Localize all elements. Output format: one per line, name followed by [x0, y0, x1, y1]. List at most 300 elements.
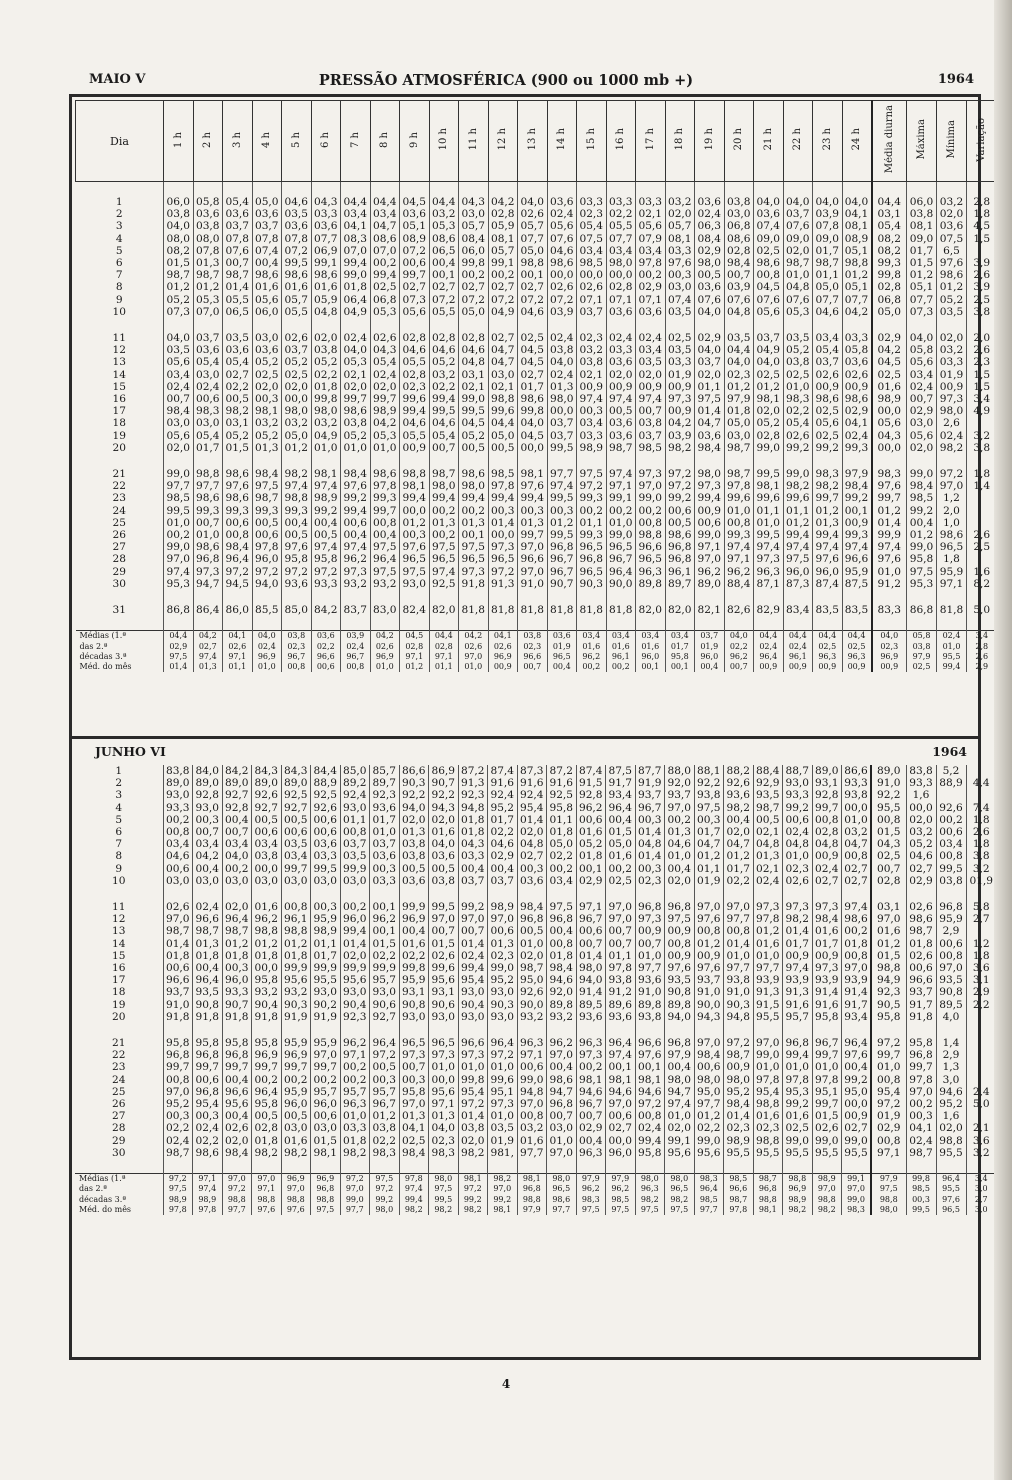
value-cell: 93,9 [842, 974, 872, 986]
value-cell: 03,4 [252, 838, 282, 850]
value-cell: 96,7 [547, 553, 577, 565]
mean-value-cell: 98,1 [488, 1205, 518, 1215]
value-cell: 89,8 [547, 999, 577, 1011]
column-header-label: 22 h [792, 128, 804, 151]
mean-value-cell: 98,5 [724, 1174, 754, 1185]
value-cell: 02,6 [222, 1122, 252, 1134]
value-cell: 1,8 [966, 814, 996, 826]
value-cell: 08,1 [665, 233, 695, 245]
value-cell: 97,2 [223, 566, 253, 578]
spacer-cell [907, 616, 937, 631]
value-cell [966, 925, 996, 937]
value-cell: 90,8 [399, 999, 429, 1011]
mean-value-cell: 97,5 [429, 1184, 459, 1194]
mean-value-cell: 96,4 [754, 652, 784, 662]
value-cell: 01,0 [724, 950, 754, 962]
value-cell: 08,2 [164, 245, 194, 257]
day-cell: 12 [112, 344, 126, 357]
value-cell: 03,2 [282, 417, 312, 429]
spacer-cell [695, 590, 725, 604]
mean-value-cell: 03,4 [577, 631, 607, 642]
value-cell: 08,2 [872, 245, 907, 257]
value-cell: 97,4 [783, 541, 813, 553]
value-cell: 01,3 [193, 257, 223, 269]
value-cell: 05,2 [783, 344, 813, 356]
value-cell: 05,6 [907, 430, 937, 442]
value-cell: 99,7 [193, 1061, 223, 1073]
mean-value-cell: 97,5 [606, 1205, 636, 1215]
value-cell: 02,7 [812, 875, 842, 887]
value-cell: 97,3 [341, 566, 371, 578]
value-cell: 95,5 [936, 1147, 966, 1159]
value-cell: 97,4 [577, 393, 607, 405]
value-cell: 04,3 [872, 430, 907, 442]
value-cell: 03,8 [252, 850, 282, 862]
spacer-cell [754, 182, 784, 197]
value-cell: 03,4 [547, 875, 577, 887]
spacer-cell [222, 887, 252, 901]
mean-value-cell: 02,4 [252, 642, 282, 652]
value-cell: 95,5 [871, 802, 906, 814]
value-cell: 99,6 [783, 492, 813, 504]
value-cell: 07,2 [400, 245, 430, 257]
spacer-cell [458, 1023, 488, 1037]
value-cell [967, 553, 997, 565]
value-cell: 97,0 [906, 1086, 936, 1098]
value-cell: 01,4 [223, 281, 253, 293]
column-header-label: 6 h [320, 131, 332, 148]
value-cell: 00,1 [518, 269, 548, 281]
mean-value-cell: 00,4 [547, 662, 577, 672]
value-cell: 05,6 [813, 417, 843, 429]
table-row [75, 1074, 996, 1086]
value-cell: 95,6 [429, 974, 459, 986]
value-cell: 90,2 [311, 999, 341, 1011]
spacer-cell [871, 1159, 906, 1174]
value-cell: 93,5 [193, 986, 223, 998]
value-cell: 00,7 [547, 1110, 577, 1122]
value-cell: 95,6 [340, 974, 370, 986]
value-cell: 02,4 [193, 901, 223, 913]
spacer-cell [694, 1023, 724, 1037]
value-cell: 02,4 [370, 369, 400, 381]
value-cell: 89,8 [635, 999, 665, 1011]
mean-value-cell: 96,9 [370, 652, 400, 662]
value-cell: 00,0 [906, 802, 936, 814]
mean-value-cell: 97,0 [459, 652, 489, 662]
value-cell: 95,8 [252, 974, 282, 986]
value-cell: 01,4 [458, 1110, 488, 1122]
value-cell: 00,1 [635, 1061, 665, 1073]
value-cell: 97,7 [164, 480, 194, 492]
value-cell: 97,1 [340, 1049, 370, 1061]
value-cell: 05,9 [311, 294, 341, 306]
mean-value-cell: 98,8 [311, 1195, 341, 1205]
value-cell: 95,5 [753, 1147, 783, 1159]
value-cell: 00,8 [754, 269, 784, 281]
mean-value-cell: 02,5 [842, 642, 872, 652]
value-cell: 96,4 [222, 913, 252, 925]
value-cell: 00,0 [872, 405, 907, 417]
mean-value-cell: 96,9 [872, 652, 907, 662]
spacer-cell [252, 182, 282, 197]
value-cell: 00,3 [252, 393, 282, 405]
value-cell: 86,0 [223, 604, 253, 616]
value-cell: 98,7 [724, 1049, 754, 1061]
value-cell: 95,8 [907, 553, 937, 565]
value-cell: 94,3 [429, 802, 459, 814]
mean-value-cell: 96,9 [281, 1174, 311, 1185]
spacer-cell [75, 1023, 163, 1037]
value-cell: 99,0 [517, 1074, 547, 1086]
mean-value-cell: 96,0 [636, 652, 666, 662]
value-cell: 91,5 [753, 999, 783, 1011]
value-cell: 02,6 [783, 430, 813, 442]
value-cell: 99,7 [311, 1061, 341, 1073]
value-cell: 98,6 [518, 393, 548, 405]
value-cell: 88,2 [724, 765, 754, 777]
value-cell: 03,6 [606, 356, 636, 368]
value-cell: 04,2 [665, 417, 695, 429]
value-cell: 95,8 [163, 1037, 193, 1049]
value-cell: 93,5 [665, 974, 695, 986]
value-cell [967, 417, 997, 429]
value-cell: 97,8 [753, 913, 783, 925]
value-cell: 98,3 [783, 393, 813, 405]
value-cell: 01,4 [695, 405, 725, 417]
value-cell: 05,0 [724, 417, 754, 429]
value-cell: 05,6 [400, 306, 430, 318]
value-cell: 05,4 [370, 356, 400, 368]
mean-value-cell: 97,0 [222, 1174, 252, 1185]
mean-value-cell: 97,0 [488, 1184, 518, 1194]
spacer-cell [76, 318, 164, 332]
table-row [76, 356, 997, 368]
value-cell: 81,8 [547, 604, 577, 616]
value-cell: 04,6 [400, 344, 430, 356]
value-cell: 99,0 [753, 1049, 783, 1061]
value-cell: 96,7 [635, 802, 665, 814]
means-label: das 2.ª [79, 1184, 107, 1194]
value-cell: 02,5 [813, 405, 843, 417]
value-cell: 00,6 [311, 814, 341, 826]
value-cell: 01,4 [458, 938, 488, 950]
value-cell: 00,3 [370, 863, 400, 875]
value-cell: 02,7 [842, 1122, 872, 1134]
value-cell: 07,4 [754, 220, 784, 232]
value-cell: 97,5 [459, 541, 489, 553]
value-cell: 07,1 [636, 294, 666, 306]
value-cell: 01,2 [907, 529, 937, 541]
value-cell: 97,5 [400, 566, 430, 578]
day-cell: 6 [115, 826, 123, 839]
table-row [75, 1086, 996, 1098]
spacer-cell [340, 1159, 370, 1174]
value-cell: 93,3 [906, 777, 936, 789]
spacer-cell [812, 1159, 842, 1174]
spacer-cell [842, 590, 872, 604]
value-cell: 87,1 [754, 578, 784, 590]
value-cell: 98,9 [311, 925, 341, 937]
value-cell: 00,8 [936, 950, 966, 962]
value-cell: 08,3 [341, 233, 371, 245]
value-cell: 00,6 [488, 925, 518, 937]
value-cell: 01,0 [665, 1110, 695, 1122]
value-cell: 01,4 [783, 925, 813, 937]
value-cell: 02,2 [311, 369, 341, 381]
value-cell: 03,8 [724, 196, 754, 208]
mean-value-cell: 97,9 [871, 1174, 906, 1185]
mean-value-cell: 96,7 [341, 652, 371, 662]
spacer-cell [783, 1023, 813, 1037]
mean-value-cell: 98,5 [606, 1195, 636, 1205]
value-cell: 1,5 [967, 369, 997, 381]
value-cell: 97,0 [606, 901, 636, 913]
value-cell: 00,6 [576, 814, 606, 826]
column-header-label: 14 h [556, 128, 568, 151]
value-cell: 02,0 [783, 245, 813, 257]
value-cell: 00,2 [311, 1074, 341, 1086]
value-cell: 97,0 [695, 553, 725, 565]
value-cell: 93,7 [906, 986, 936, 998]
value-cell: 91,9 [635, 777, 665, 789]
value-cell: 3,4 [967, 393, 997, 405]
value-cell: 00,6 [694, 1061, 724, 1073]
value-cell: 00,5 [459, 442, 489, 454]
value-cell: 96,5 [459, 553, 489, 565]
value-cell: 03,4 [577, 245, 607, 257]
value-cell: 02,0 [222, 901, 252, 913]
value-cell: 99,2 [783, 442, 813, 454]
value-cell: 02,8 [724, 245, 754, 257]
value-cell: 92,7 [370, 1011, 400, 1023]
spacer-cell [400, 318, 430, 332]
mean-value-cell: 01,3 [193, 662, 223, 672]
value-cell: 02,4 [606, 332, 636, 344]
value-cell: 97,6 [282, 541, 312, 553]
value-cell: 93,8 [842, 789, 872, 801]
value-cell: 01,8 [458, 814, 488, 826]
value-cell: 96,0 [222, 974, 252, 986]
value-cell: 97,6 [635, 1049, 665, 1061]
value-cell: 02,9 [872, 332, 907, 344]
value-cell: 97,0 [164, 553, 194, 565]
spacer-cell [518, 590, 548, 604]
mean-value-cell: 04,0 [252, 631, 282, 642]
value-cell: 95,7 [340, 1086, 370, 1098]
spacer-cell [936, 887, 966, 901]
value-cell: 00,7 [399, 1061, 429, 1073]
value-cell: 01,9 [871, 1110, 906, 1122]
mean-value-cell: 96,3 [635, 1184, 665, 1194]
spacer-cell [222, 1023, 252, 1037]
value-cell: 04,2 [193, 850, 223, 862]
value-cell: 03,6 [937, 220, 967, 232]
mean-value-cell: 96,2 [724, 652, 754, 662]
value-cell: 98,0 [694, 1074, 724, 1086]
value-cell: 02,5 [370, 281, 400, 293]
column-header-label: 11 h [467, 128, 479, 151]
value-cell: 98,2 [223, 405, 253, 417]
value-cell: 96,5 [577, 566, 607, 578]
mean-value-cell: 2,6 [967, 652, 997, 662]
mean-value-cell: 97,5 [164, 652, 194, 662]
value-cell: 00,4 [665, 863, 695, 875]
value-cell: 90,4 [340, 999, 370, 1011]
value-cell: 04,6 [518, 306, 548, 318]
day-cell: 25 [112, 516, 126, 529]
spacer-cell [488, 616, 518, 631]
value-cell: 01,8 [222, 950, 252, 962]
value-cell: 01,2 [907, 269, 937, 281]
day-cell: 1 [115, 765, 123, 777]
mean-value-cell: 99,2 [370, 1195, 400, 1205]
value-cell: 3,2 [966, 863, 996, 875]
value-cell: 08,6 [370, 233, 400, 245]
value-cell: 03,8 [936, 875, 966, 887]
value-cell: 87,5 [606, 765, 636, 777]
value-cell: 95,8 [193, 1037, 223, 1049]
mean-value-cell: 02,6 [223, 642, 253, 652]
value-cell: 02,4 [164, 381, 194, 393]
value-cell: 00,7 [576, 1110, 606, 1122]
value-cell: 04,2 [842, 306, 872, 318]
value-cell: 01,3 [753, 850, 783, 862]
value-cell: 02,8 [400, 369, 430, 381]
column-header [695, 101, 725, 182]
value-cell: 02,4 [458, 950, 488, 962]
value-cell: 02,0 [724, 826, 754, 838]
value-cell: 02,0 [429, 814, 459, 826]
value-cell: 90,6 [370, 999, 400, 1011]
value-cell: 07,8 [813, 220, 843, 232]
value-cell: 04,6 [488, 838, 518, 850]
value-cell: 2,6 [967, 269, 997, 281]
value-cell: 90,3 [488, 999, 518, 1011]
value-cell: 99,7 [871, 1049, 906, 1061]
value-cell: 02,4 [163, 1135, 193, 1147]
value-cell: 89,2 [340, 777, 370, 789]
value-cell: 03,4 [606, 245, 636, 257]
day-cell: 18 [112, 986, 126, 999]
value-cell: 00,9 [577, 381, 607, 393]
value-cell: 98,2 [281, 1147, 311, 1159]
value-cell: 01,3 [665, 826, 695, 838]
value-cell: 95,5 [783, 1147, 813, 1159]
value-cell: 83,8 [163, 765, 193, 777]
value-cell: 98,4 [517, 901, 547, 913]
value-cell: 96,7 [576, 913, 606, 925]
value-cell: 99,4 [429, 393, 459, 405]
value-cell [967, 492, 997, 504]
value-cell: 00,2 [842, 925, 872, 937]
value-cell: 00,8 [842, 850, 872, 862]
value-cell: 05,6 [164, 356, 194, 368]
value-cell: 95,4 [193, 1098, 223, 1110]
mean-value-cell: 05,8 [907, 631, 937, 642]
mean-value-cell: 98,0 [429, 1174, 459, 1185]
table-row [76, 306, 997, 318]
value-cell: 8,2 [967, 578, 997, 590]
value-cell: 01,5 [311, 1135, 341, 1147]
value-cell: 95,8 [547, 802, 577, 814]
value-cell: 00,3 [488, 505, 518, 517]
value-cell: 92,7 [252, 802, 282, 814]
value-cell: 01,6 [753, 1110, 783, 1122]
value-cell: 96,2 [695, 566, 725, 578]
value-cell: 99,5 [429, 901, 459, 913]
value-cell: 03,7 [370, 838, 400, 850]
mean-value-cell: 98,9 [193, 1195, 223, 1205]
spacer-cell [577, 318, 607, 332]
column-header [252, 101, 282, 182]
value-cell: 04,8 [812, 838, 842, 850]
value-cell: 04,7 [488, 356, 518, 368]
value-cell: 03,0 [459, 208, 489, 220]
value-cell: 92,5 [281, 789, 311, 801]
value-cell: 00,7 [429, 442, 459, 454]
value-cell: 1,8 [966, 838, 996, 850]
mean-value-cell: 98,9 [812, 1174, 842, 1185]
value-cell: 04,1 [399, 1122, 429, 1134]
value-cell: 98,2 [282, 468, 312, 480]
spacer-cell [459, 182, 489, 197]
value-cell: 98,9 [577, 442, 607, 454]
value-cell: 89,8 [636, 578, 666, 590]
spacer-cell [193, 887, 223, 901]
mean-value-cell: 04,4 [783, 631, 813, 642]
value-cell: 03,4 [281, 850, 311, 862]
value-cell: 02,0 [517, 826, 547, 838]
value-cell: 93,0 [311, 986, 341, 998]
value-cell: 01,0 [783, 381, 813, 393]
value-cell: 02,8 [812, 826, 842, 838]
column-header: Dia [76, 101, 164, 182]
value-cell: 03,0 [311, 875, 341, 887]
value-cell: 93,6 [724, 789, 754, 801]
value-cell: 97,0 [517, 1098, 547, 1110]
value-cell: 01,2 [400, 517, 430, 529]
value-cell: 04,1 [906, 1122, 936, 1134]
value-cell: 01,0 [783, 269, 813, 281]
value-cell: 04,5 [518, 344, 548, 356]
value-cell: 95,6 [694, 1147, 724, 1159]
value-cell: 02,5 [754, 245, 784, 257]
value-cell: 04,0 [907, 332, 937, 344]
value-cell: 00,7 [606, 925, 636, 937]
value-cell: 87,2 [458, 765, 488, 777]
value-cell: 07,7 [311, 233, 341, 245]
value-cell: 01,0 [164, 517, 194, 529]
value-cell: 99,6 [488, 1074, 518, 1086]
value-cell: 97,2 [282, 566, 312, 578]
value-cell: 97,0 [547, 1147, 577, 1159]
value-cell: 97,6 [694, 913, 724, 925]
value-cell: 03,7 [223, 220, 253, 232]
value-cell: 96,8 [193, 1049, 223, 1061]
mean-value-cell: 98,2 [783, 1205, 813, 1215]
value-cell: 90,3 [577, 578, 607, 590]
value-cell: 99,4 [459, 492, 489, 504]
value-cell: 97,5 [907, 566, 937, 578]
value-cell: 2,9 [936, 925, 966, 937]
value-cell: 7,4 [966, 802, 996, 814]
value-cell: 99,2 [458, 901, 488, 913]
value-cell: 03,0 [724, 208, 754, 220]
column-header-label: 3 h [231, 131, 243, 148]
day-cell: 17 [112, 405, 126, 418]
value-cell: 00,5 [252, 814, 282, 826]
